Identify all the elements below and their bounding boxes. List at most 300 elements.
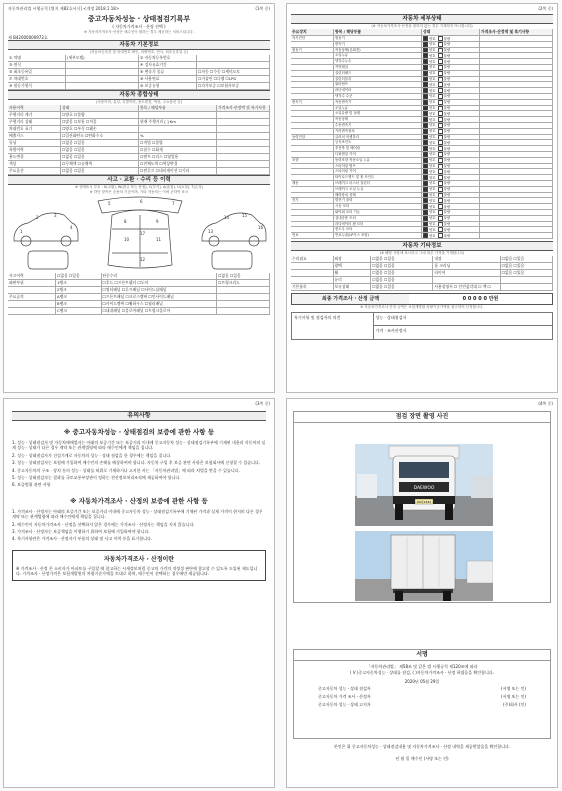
item-state — [422, 71, 480, 76]
price-remarks — [480, 36, 553, 41]
item-name: 커먼레일 — [334, 65, 422, 70]
group-name: 동력전달 — [291, 135, 334, 140]
group-name — [291, 59, 334, 64]
table-cell — [197, 62, 270, 68]
basic-info-table — [8, 55, 270, 90]
detail-status-table — [291, 36, 553, 239]
notice-paragraphs-1 — [12, 440, 266, 488]
item-state — [422, 135, 480, 140]
table-cell: ☐없음 ☐있음 — [371, 270, 433, 276]
item-name: 라디에이터 팬 모터 — [334, 222, 422, 227]
checkbox-label: 양호 — [429, 100, 436, 105]
checkbox[interactable] — [423, 164, 428, 169]
signer-role: 중고자동차 성능 · 상태 고지자 — [318, 702, 371, 707]
item-name: 자동변속기 — [334, 100, 422, 105]
page-1 — [3, 3, 275, 393]
checkbox[interactable] — [423, 210, 428, 215]
checkbox[interactable] — [423, 181, 428, 186]
table-cell: ☐없음 ☐있음 — [501, 263, 553, 269]
table-cell — [217, 161, 270, 167]
checkbox[interactable] — [423, 123, 428, 128]
item-state — [422, 65, 480, 70]
checkbox-label: 불량 — [443, 94, 451, 99]
checkbox-label: 양호 — [429, 158, 436, 163]
signature-section — [293, 649, 551, 739]
table-row — [8, 273, 270, 280]
group-name — [291, 117, 334, 122]
checkbox[interactable] — [423, 48, 428, 53]
table-cell: ⑩ 보증유형 — [139, 83, 197, 89]
checkbox[interactable] — [438, 100, 443, 105]
overall-status-table — [8, 105, 270, 175]
item-name: 작동상태(공회전) — [334, 48, 422, 53]
table-cell: 룸 크리닝 — [433, 263, 500, 269]
checkbox[interactable] — [438, 140, 443, 145]
item-name: 기어변속장치 — [334, 129, 422, 134]
section-other-info: 자동차 기타정보 — [291, 241, 553, 251]
item-state — [422, 88, 480, 93]
notice-paragraph: 1. 성능 · 상태점검자 및 자동차매매업자는 아래의 보증기간 또는 보증거리 이내에 중고자동차 성능 · 상태점검기록부에 기재된 내용과 자동차의 실제 성능 · 상태가 다른 경우 계약 또는 관계법령에 따라 매수인에게 책임을 집니다. — [12, 440, 266, 451]
item-name: 클러치 어셈블리 — [334, 135, 422, 140]
table-row — [8, 301, 270, 308]
item-name: 오일누유 — [334, 106, 422, 111]
checkbox[interactable] — [423, 222, 428, 227]
section-overall-status: 자동차 종합상태 — [8, 90, 270, 100]
table-cell: B랭크 — [56, 301, 102, 307]
table-cell: A랭크 — [56, 294, 102, 300]
checkbox-label: 양호 — [429, 65, 436, 70]
table-cell: 튜닝 — [8, 140, 61, 146]
group-name — [291, 216, 334, 221]
item-state — [422, 106, 480, 111]
price-remarks — [480, 216, 553, 221]
price-remarks — [480, 100, 553, 105]
item-state — [422, 175, 480, 180]
checkbox-label: 양호 — [429, 129, 436, 134]
checkbox[interactable] — [438, 71, 443, 76]
diagram-part-label: 10 — [124, 237, 130, 242]
license-plate: 93나1322 — [416, 500, 432, 504]
table-cell — [217, 119, 270, 125]
price-remarks — [480, 42, 553, 47]
checkbox[interactable] — [423, 175, 428, 180]
item-name: 윈도우 모터 — [334, 227, 422, 232]
checkbox[interactable] — [423, 36, 428, 41]
final-price-value: 0 0 0 0 0 만원 — [462, 295, 499, 302]
checkbox-label: 양호 — [429, 181, 436, 186]
page-4 — [286, 398, 558, 788]
notice-paragraphs-2 — [12, 509, 266, 542]
checkbox[interactable] — [423, 193, 428, 198]
table-cell: ☐없음 ☐있음 — [371, 256, 433, 262]
table-cell: 보유상태 — [334, 284, 372, 290]
notice-paragraph: 3. 성능 · 상태점검자는 보험에 가입하여 매수인의 손해를 배상하여야 합니다. 자동차 구입 후 보증 관련 사항은 보험회사에 신청할 수 있습니다. — [12, 460, 261, 466]
inspector-label: 성능 · 상태점검자 — [374, 313, 553, 327]
signer-row — [318, 701, 526, 709]
checkbox[interactable] — [438, 204, 443, 209]
notice-paragraph: 2. 매수인이 자동차가격조사 · 산정을 선택하지 않은 경우에는 가격조사 · 산정자는 책임을 지지 않습니다. — [12, 521, 195, 527]
price-remarks — [480, 48, 553, 53]
checkbox[interactable] — [423, 71, 428, 76]
checkbox[interactable] — [423, 94, 428, 99]
table-row — [291, 263, 553, 270]
checkbox[interactable] — [438, 198, 443, 203]
accident-note-2: ※ 하단 항목은 승용차 기준이며, 기타 자동차는 이에 준하여 표시 — [89, 190, 189, 194]
notice-subtitle-2: ※ 자동차가격조사 · 산정의 보증에 관한 사항 등 — [70, 496, 208, 505]
checkbox[interactable] — [423, 117, 428, 122]
checkbox-label: 양호 — [429, 59, 436, 64]
table-row — [8, 294, 270, 301]
signature-section-title: 서명 — [294, 650, 550, 661]
notice-title: 유의사항 — [12, 411, 266, 421]
table-cell: 상태 — [61, 105, 139, 111]
checkbox[interactable] — [438, 181, 443, 186]
table-cell: 가격조사·산정액 및 특기사항 — [217, 105, 270, 111]
notice-paragraph: 4. 특기사항란은 가격조사 · 산정자가 부품의 상태 및 사고 이력 등을 표기합니다. — [12, 536, 153, 542]
checkbox[interactable] — [423, 169, 428, 174]
item-state — [422, 42, 480, 47]
checkbox[interactable] — [438, 36, 443, 41]
table-cell: 단순수리 — [102, 273, 218, 279]
group-name — [291, 193, 334, 198]
checkbox-label: 불량 — [443, 146, 451, 151]
item-state — [422, 187, 480, 192]
signer-signature: (서명 또는 인) — [501, 686, 526, 691]
page-number: (3쪽 중) — [255, 401, 270, 406]
final-price-label: 최종 가격조사 · 산정 금액 — [292, 294, 409, 304]
item-state — [422, 94, 480, 99]
table-cell: ☐양호 ☐부식 ☐훼손 — [61, 126, 139, 132]
final-price-row — [291, 293, 553, 305]
diagram-part-label: 8 — [124, 219, 127, 224]
table-cell: 주행거리 상태 — [8, 119, 61, 125]
truck-brand: DAEWOO — [413, 486, 435, 491]
item-name: 연료누출(LP가스 포함) — [334, 233, 422, 238]
item-name: 브레이크 마스터 실린더 — [334, 181, 422, 186]
truck-front-photo — [355, 444, 493, 526]
table-cell: C랭크 — [56, 308, 102, 314]
checkbox-label: 불량 — [443, 36, 451, 41]
checkbox[interactable] — [438, 111, 443, 116]
checkbox[interactable] — [438, 48, 443, 53]
checkbox[interactable] — [423, 198, 428, 203]
item-state — [422, 48, 480, 53]
price-remarks — [480, 123, 553, 128]
checkbox-label: 불량 — [443, 181, 451, 186]
table-cell: 사용설명서 ☐ 안전삼각대 ☐ 잭 ☐ — [433, 284, 500, 290]
table-cell — [291, 270, 334, 276]
diagram-part-label: 3 — [54, 213, 57, 218]
box-title: 자동차가격조사 · 산정이란 — [103, 555, 175, 563]
table-row — [291, 277, 553, 284]
column-header: 주요장치 — [291, 29, 334, 35]
notice-paragraph: 6. 보증범위 관련 사항 — [12, 482, 51, 488]
checkbox[interactable] — [438, 193, 443, 198]
group-name: 제동 — [291, 181, 334, 186]
price-remarks — [480, 59, 553, 64]
checkbox[interactable] — [423, 135, 428, 140]
checkbox[interactable] — [423, 204, 428, 209]
form-title: 중고자동차성능 · 상태점검기록부 — [87, 15, 191, 23]
price-remarks — [480, 210, 553, 215]
column-header: 항목 / 해당부품 — [334, 29, 422, 35]
diagram-part-label: 13 — [208, 229, 214, 234]
checkbox[interactable] — [438, 187, 443, 192]
table-cell — [197, 55, 270, 61]
table-cell — [217, 133, 270, 139]
table-row — [8, 154, 270, 161]
checkbox[interactable] — [438, 53, 443, 58]
checkbox[interactable] — [438, 117, 443, 122]
checkbox[interactable] — [438, 65, 443, 70]
item-name: 실내송풍 모터 — [334, 216, 422, 221]
group-name — [291, 88, 334, 93]
table-cell: ☐없음 ☐있음 — [371, 263, 433, 269]
checkbox[interactable] — [438, 106, 443, 111]
table-row — [291, 233, 553, 239]
item-name: 라디에이터 — [334, 88, 422, 93]
item-state — [422, 82, 480, 87]
item-state — [422, 77, 480, 82]
notice-paragraph: 2. 성능 · 상태점검자가 건설기계로 자동차의 성능 · 상태 점검을 한 경우에는 책임을 집니다. — [12, 452, 172, 458]
accident-history-table — [8, 273, 270, 315]
table-cell: 기본품목 — [291, 284, 334, 290]
checkbox[interactable] — [423, 59, 428, 64]
signature-box — [291, 312, 553, 340]
table-cell: ☐적법 ☐불법 — [139, 140, 217, 146]
checkbox-label: 양호 — [429, 48, 436, 53]
item-state — [422, 140, 480, 145]
table-cell — [291, 277, 334, 283]
table-cell: 현재 주행거리 [ ] Km — [139, 119, 217, 125]
group-name: 변속기 — [291, 100, 334, 105]
checkbox-label: 양호 — [429, 135, 436, 140]
item-name: 변속기 — [334, 42, 422, 47]
checkbox-label: 불량 — [443, 48, 451, 53]
table-cell: ☐대쉬패널 ☐플로어패널 ☐트렁크플로어 — [102, 308, 218, 314]
table-cell — [217, 154, 270, 160]
group-name — [291, 77, 334, 82]
checkbox-label: 불량 — [443, 111, 451, 116]
item-state — [422, 123, 480, 128]
table-cell: 주요옵션 — [8, 168, 61, 174]
table-row — [8, 140, 270, 147]
checkbox[interactable] — [438, 152, 443, 157]
checkbox[interactable] — [438, 77, 443, 82]
signer-role: 중고자동차 가격 조사 · 산정자 — [318, 694, 371, 699]
checkbox[interactable] — [438, 210, 443, 215]
table-cell: 2랭크 — [56, 287, 102, 293]
group-name: 자기진단 — [291, 36, 334, 41]
checkbox[interactable] — [438, 227, 443, 232]
form-subtitle: ( 자동차가격조사 · 산정 선택 ) — [112, 24, 166, 29]
table-cell: ☐침수 ☐화재 — [139, 147, 217, 153]
diagram-part-label: 14 — [224, 215, 230, 220]
checkbox[interactable] — [438, 216, 443, 221]
checkbox[interactable] — [423, 152, 428, 157]
checkbox-label: 양호 — [429, 222, 436, 226]
checkbox-label: 양호 — [429, 210, 436, 215]
checkbox-label: 불량 — [443, 233, 451, 238]
checkbox-label: 양호 — [429, 36, 436, 41]
table-cell: 타이어 — [433, 270, 500, 276]
price-remarks — [480, 227, 553, 232]
checkbox[interactable] — [438, 169, 443, 174]
form-header-left: 자동차관리법 시행규칙 [별지 제82호서식] <개정 2018.1.18> — [8, 6, 120, 11]
checkbox[interactable] — [423, 233, 428, 238]
table-cell — [66, 76, 139, 82]
item-state — [422, 129, 480, 134]
table-cell: ☐없음 ☐있음 — [61, 154, 139, 160]
table-cell — [501, 284, 553, 290]
table-cell: ☐양호 ☐불량 — [61, 112, 139, 118]
checkbox[interactable] — [438, 175, 443, 180]
item-name: 스티어링 기어 — [334, 169, 422, 174]
checkbox[interactable] — [423, 100, 428, 105]
column-header: 상태 — [422, 29, 480, 35]
checkbox[interactable] — [423, 129, 428, 134]
checkbox[interactable] — [438, 94, 443, 99]
item-state — [422, 100, 480, 105]
checkbox[interactable] — [438, 233, 443, 238]
notice-subtitle-1: ※ 중고자동차성능 · 상태점검의 보증에 관한 사항 등 — [63, 428, 215, 436]
checkbox[interactable] — [423, 111, 428, 116]
checkbox-label: 양호 — [429, 164, 436, 169]
table-cell: ☐썬루프 ☐네비게이션 ☐기타 — [139, 168, 217, 174]
checkbox[interactable] — [423, 82, 428, 87]
table-cell: ⑤ 최초등록일 — [8, 69, 66, 75]
price-remarks — [480, 135, 553, 140]
table-cell: % — [139, 133, 217, 139]
checkbox[interactable] — [423, 146, 428, 151]
price-remarks — [480, 88, 553, 93]
price-remarks — [480, 164, 553, 169]
table-cell: 특별이력 — [8, 147, 61, 153]
table-cell: 유리 — [334, 277, 372, 283]
checkbox-label: 불량 — [443, 129, 451, 134]
table-cell: ☐없음 ☐있음 — [371, 284, 433, 290]
price-remarks — [480, 152, 553, 157]
checkbox[interactable] — [438, 158, 443, 163]
checkbox[interactable] — [423, 216, 428, 221]
group-name — [291, 169, 334, 174]
table-cell — [8, 301, 56, 307]
item-state — [422, 36, 480, 41]
checkbox-label: 양호 — [429, 88, 436, 93]
group-name — [291, 187, 334, 192]
table-cell: ☐가솔린 ☐디젤 ☐LPG — [197, 76, 270, 82]
signer-signature: (서명 또는 인) — [501, 694, 526, 699]
checkbox[interactable] — [423, 140, 428, 145]
item-name: 실린더헤드 — [334, 71, 422, 76]
sign-text-2: ( V )중고자동차성능 · 상태를 점검, ( )자동차가격조사 · 산정 하였음을 확인합니다. — [350, 670, 494, 675]
checkbox[interactable] — [423, 77, 428, 82]
checkbox[interactable] — [423, 187, 428, 192]
notice-paragraph: 4. 중고자동차의 구조 · 장치 등의 성능 · 상태를 허위로 기재하거나 고지한 자는 「자동차관리법」에 따라 처벌을 받을 수 있습니다. — [12, 467, 240, 473]
form-note: ※ 자동차가격조사·산정은 매수인이 원하는 경우 제공하는 서비스입니다. — [84, 30, 194, 34]
checkbox[interactable] — [423, 227, 428, 232]
item-name: 냉각수누수 — [334, 59, 422, 64]
checkbox-label: 불량 — [443, 117, 451, 122]
checkbox[interactable] — [438, 59, 443, 64]
checkbox[interactable] — [438, 129, 443, 134]
checkbox[interactable] — [423, 65, 428, 70]
item-name: 와이퍼 모터 기능 — [334, 210, 422, 215]
table-cell — [217, 301, 270, 307]
price-remarks — [480, 175, 553, 180]
checkbox-label: 양호 — [429, 77, 436, 82]
checkbox[interactable] — [438, 135, 443, 140]
table-cell: ② 자동차등록번호 — [139, 55, 197, 61]
checkbox[interactable] — [438, 82, 443, 87]
checkbox[interactable] — [423, 158, 428, 163]
checkbox-label: 양호 — [429, 82, 436, 87]
item-state — [422, 233, 480, 238]
item-name: 디퍼렌셜 기어 — [334, 152, 422, 157]
diagram-part-label: 5 — [108, 201, 111, 206]
item-name: 원동기 — [334, 36, 422, 41]
remarks-label: 특기사항 및 점검자의 의견 — [292, 313, 374, 339]
checkbox-label: 양호 — [429, 233, 436, 238]
checkbox[interactable] — [438, 146, 443, 151]
item-state — [422, 158, 480, 163]
price-remarks — [480, 106, 553, 111]
item-state — [422, 164, 480, 169]
item-name: 오일유량 및 상태 — [334, 111, 422, 116]
table-cell: ① 차명 — [8, 55, 66, 61]
buyer-confirmation-text: 본인은 위 중고자동차성능 · 상태점검내용 및 자동차가격조사 · 산정 내역을 제공받았음을 확인합니다. — [333, 744, 511, 749]
price-remarks — [480, 111, 553, 116]
checkbox-label: 양호 — [429, 152, 436, 157]
checkbox[interactable] — [438, 88, 443, 93]
checkbox[interactable] — [423, 42, 428, 47]
checkbox-label: 양호 — [429, 42, 436, 47]
table-cell: ☐무채색 ☐유채색 — [61, 161, 139, 167]
checkbox[interactable] — [438, 222, 443, 227]
checkbox[interactable] — [423, 88, 428, 93]
signer-row — [318, 685, 526, 693]
checkbox[interactable] — [423, 106, 428, 111]
section-basic-note: (자동차등록증 및 차대번호 확인, 차량번호, 연식, 최초등록일 등) — [89, 50, 189, 54]
checkbox-label: 불량 — [443, 71, 451, 76]
table-cell: 주요골격 — [8, 294, 56, 300]
checkbox-label: 불량 — [443, 140, 451, 145]
table-cell: ☐많음 ☐보통 ☐적음 — [61, 119, 139, 125]
buyer-confirmation — [297, 744, 547, 762]
table-cell: ☐없음 ☐있음 — [501, 270, 553, 276]
checkbox[interactable] — [423, 53, 428, 58]
table-row — [8, 147, 270, 154]
group-name: 전기 — [291, 198, 334, 203]
price-remarks — [480, 65, 553, 70]
table-cell — [501, 277, 553, 283]
table-cell: ☐없음 ☐있음 — [56, 273, 102, 279]
checkbox[interactable] — [438, 164, 443, 169]
item-name: 작동상태 — [334, 117, 422, 122]
checkbox[interactable] — [438, 42, 443, 47]
item-state — [422, 117, 480, 122]
checkbox-label: 양호 — [429, 216, 436, 221]
table-row — [8, 126, 270, 133]
item-state — [422, 216, 480, 221]
table-cell: ☐자가보증 ☐보험사보증 — [197, 83, 270, 89]
checkbox[interactable] — [438, 123, 443, 128]
price-remarks — [480, 181, 553, 186]
table-row — [8, 287, 270, 294]
table-cell: ④ 검사유효기간 — [139, 62, 197, 68]
checkbox-label: 양호 — [429, 94, 436, 99]
checkbox-label: 양호 — [429, 227, 436, 232]
